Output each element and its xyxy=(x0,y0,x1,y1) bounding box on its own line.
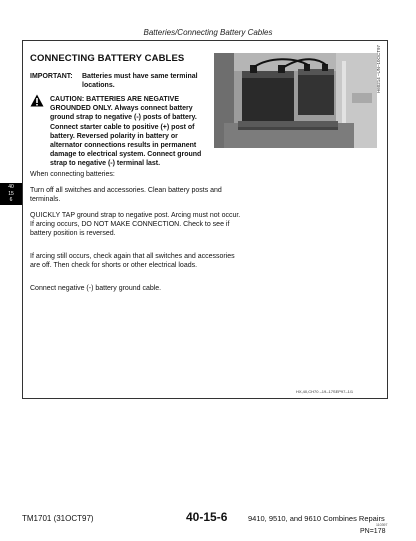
caution-text: CAUTION: BATTERIES ARE NEGATIVE GROUNDED ONLY. Always connect battery ground strap to negative (-) posts of battery. Connect starter cable to positive (+) post of battery. Reversed polarity in battery or alternator connections results in permanent damage to electrical system. Connect ground strap to negative (-) terminal last. xyxy=(50,96,202,168)
important-label: IMPORTANT: xyxy=(30,73,73,80)
paragraph-step-4: Connect negative (-) battery ground cable. xyxy=(30,285,162,292)
battery-photo-illustration xyxy=(214,53,377,148)
section-title: CONNECTING BATTERY CABLES xyxy=(30,53,185,64)
frame-left-rule xyxy=(22,41,23,398)
footer-date: 110397 xyxy=(376,523,388,527)
frame-bottom-rule xyxy=(22,398,388,399)
section-tab xyxy=(0,183,22,205)
paragraph-step-3: If arcing still occurs, check again that all switches and accessories are off. Then check for shorts or other electrical loads. xyxy=(30,253,235,270)
paragraph-step-1: Turn off all switches and accessories. Clean battery posts and terminals. xyxy=(30,187,222,204)
important-line-1: Batteries must have same terminal xyxy=(82,73,198,80)
header-title: Batteries/Connecting Battery Cables xyxy=(143,28,273,37)
header-rule xyxy=(22,40,388,41)
warning-icon xyxy=(30,94,44,107)
paragraph-step-2: QUICKLY TAP ground strap to negative post. Arcing must not occur. If arcing occurs, DO NOT MAKE CONNECTION. Check to see if battery position is reversed. xyxy=(30,212,241,238)
paragraph-intro: When connecting batteries: xyxy=(30,171,115,178)
frame-right-rule xyxy=(387,41,388,398)
manual-title: 9410, 9510, and 9610 Combines Repairs xyxy=(248,514,385,523)
manual-number: TM1701 (31OCT97) xyxy=(22,514,94,523)
photo-code: H60214 –UN–10OCT97 xyxy=(376,44,381,93)
tab-line-2: 15 xyxy=(8,190,14,197)
page-number: 40-15-6 xyxy=(186,510,228,524)
document-reference: HX,40,CH70 –19–17SEP97–1/1 xyxy=(296,389,354,394)
tab-line-1: 40 xyxy=(8,184,14,190)
battery-photo xyxy=(214,53,377,148)
important-note xyxy=(30,72,210,90)
production-page-number: PN=178 xyxy=(360,528,386,535)
tab-line-3: 6 xyxy=(9,197,13,203)
important-line-2: locations. xyxy=(82,82,115,89)
